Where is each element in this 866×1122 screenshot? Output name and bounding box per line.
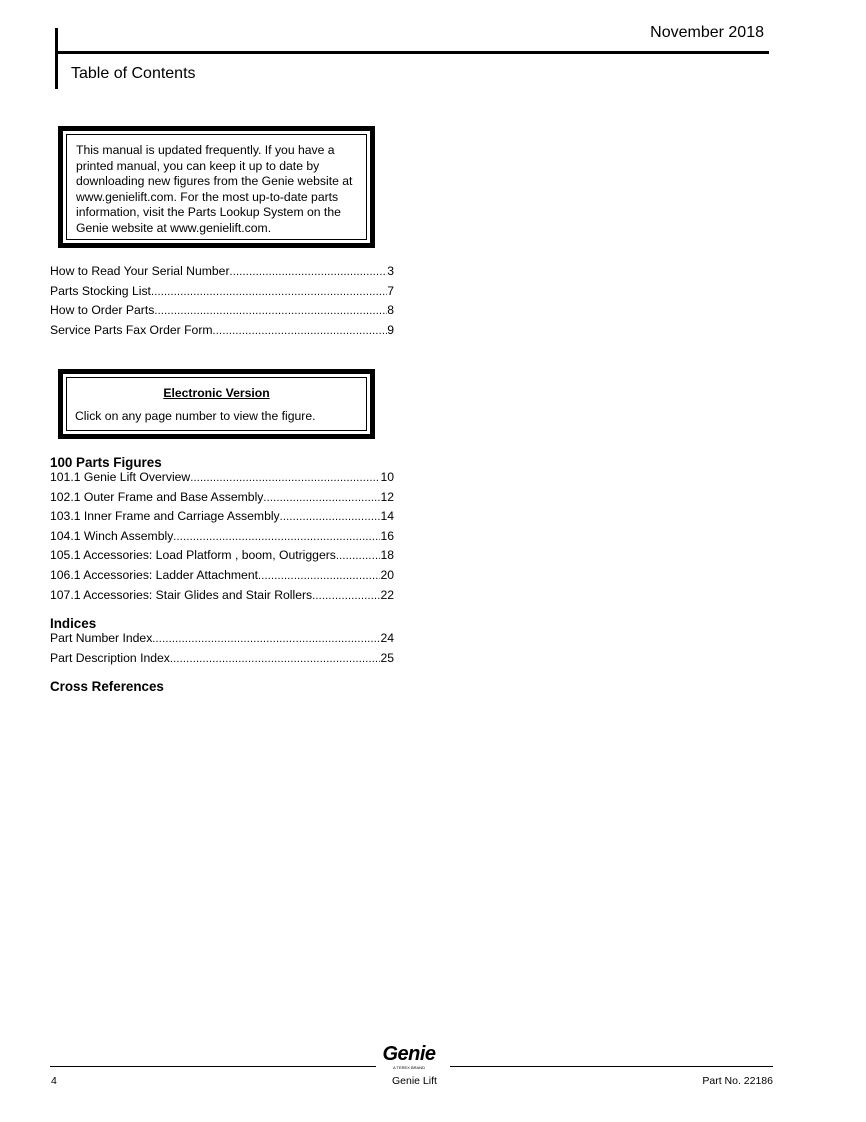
toc-entry-figure-101[interactable] — [50, 470, 394, 490]
toc-entry-figure-107[interactable] — [50, 588, 394, 608]
cross-references-heading: Cross References — [50, 679, 164, 694]
toc-page-link[interactable]: 16 — [380, 528, 394, 543]
toc-page-link[interactable]: 3 — [387, 264, 394, 278]
indices-heading: Indices — [50, 616, 97, 631]
logo-wordmark: Genie — [382, 1043, 436, 1065]
leader-dots — [151, 284, 387, 298]
leader-dots — [213, 323, 388, 337]
update-notice-box — [58, 126, 375, 248]
toc-entry-label: Service Parts Fax Order Form — [50, 322, 213, 337]
footer-rule-left — [50, 1066, 376, 1067]
toc-page-link[interactable]: 10 — [380, 470, 394, 484]
toc-page-link[interactable]: 14 — [380, 509, 394, 524]
toc-page-link[interactable]: 9 — [387, 322, 394, 337]
header-vertical-rule — [55, 28, 58, 89]
indices-list — [50, 631, 394, 670]
leader-dots — [170, 651, 381, 665]
toc-entry-label: How to Read Your Serial Number — [50, 264, 230, 278]
toc-entry-fax-order-form[interactable] — [50, 323, 394, 343]
toc-entry-figure-105[interactable] — [50, 548, 394, 568]
revision-date: November 2018 — [650, 24, 764, 41]
leader-dots — [173, 529, 380, 543]
toc-page-link[interactable]: 24 — [380, 631, 394, 645]
toc-entry-figure-106[interactable] — [50, 568, 394, 588]
toc-entry-serial-number[interactable] — [50, 264, 394, 284]
section-title: Table of Contents — [71, 65, 196, 82]
toc-entry-part-description-index[interactable] — [50, 651, 394, 671]
toc-page-link[interactable]: 20 — [380, 567, 394, 582]
leader-dots — [312, 588, 380, 602]
toc-entry-label: 101.1 Genie Lift Overview — [50, 470, 191, 484]
electronic-version-text: Click on any page number to view the figure. — [75, 409, 316, 423]
notice-line: printed manual, you can keep it up to date by — [76, 158, 320, 173]
parts-figures-heading: 100 Parts Figures — [50, 455, 162, 470]
toc-entry-figure-104[interactable] — [50, 529, 394, 549]
page-number: 4 — [51, 1075, 57, 1087]
toc-page-link[interactable]: 7 — [387, 283, 394, 298]
toc-entry-label: Parts Stocking List — [50, 283, 151, 298]
leader-dots — [152, 631, 380, 645]
notice-line: downloading new figures from the Genie website at — [76, 174, 353, 188]
notice-line: Genie website at www.genielift.com. — [76, 220, 272, 235]
toc-entry-label: Part Number Index — [50, 631, 153, 645]
logo-tagline: A TEREX BRAND — [393, 1065, 425, 1070]
notice-line: information, visit the Parts Lookup System on the — [76, 205, 341, 219]
leader-dots — [154, 303, 387, 317]
toc-page-link[interactable]: 12 — [380, 489, 394, 504]
toc-entry-figure-103[interactable] — [50, 509, 394, 529]
toc-entry-stocking-list[interactable] — [50, 284, 394, 304]
footer-rule-right — [450, 1066, 773, 1067]
toc-intro-list — [50, 264, 394, 342]
leader-dots — [336, 548, 381, 562]
toc-entry-label: 107.1 Accessories: Stair Glides and Stair Rollers — [50, 587, 313, 602]
toc-page-link[interactable]: 8 — [387, 303, 394, 318]
leader-dots — [280, 509, 381, 523]
toc-entry-label: 103.1 Inner Frame and Carriage Assembly — [50, 509, 280, 524]
leader-dots — [258, 568, 380, 582]
toc-page-link[interactable]: 22 — [380, 587, 394, 602]
electronic-version-box — [58, 369, 375, 439]
header-horizontal-rule — [55, 51, 769, 54]
toc-page-link[interactable]: 25 — [380, 650, 394, 665]
toc-entry-label: Part Description Index — [50, 650, 170, 665]
parts-figures-list — [50, 470, 394, 607]
leader-dots — [230, 264, 388, 278]
toc-entry-label: How to Order Parts — [50, 303, 155, 318]
electronic-version-title: Electronic Version — [163, 386, 270, 400]
toc-entry-part-number-index[interactable] — [50, 631, 394, 651]
toc-entry-label: 105.1 Accessories: Load Platform , boom, Outriggers — [50, 548, 336, 563]
leader-dots — [263, 490, 380, 504]
leader-dots — [190, 470, 380, 484]
toc-entry-label: 106.1 Accessories: Ladder Attachment — [50, 567, 258, 582]
genie-logo — [379, 1044, 439, 1070]
notice-line: This manual is updated frequently. If you have a — [76, 143, 335, 157]
footer-product-name: Genie Lift — [392, 1075, 437, 1087]
toc-entry-figure-102[interactable] — [50, 490, 394, 510]
toc-entry-order-parts[interactable] — [50, 303, 394, 323]
toc-entry-label: 102.1 Outer Frame and Base Assembly — [50, 489, 264, 504]
notice-line: www.genielift.com. For the most up-to-date parts — [76, 189, 339, 204]
toc-page-link[interactable]: 18 — [380, 548, 394, 563]
toc-entry-label: 104.1 Winch Assembly — [50, 528, 174, 543]
footer-part-number: Part No. 22186 — [702, 1075, 773, 1087]
